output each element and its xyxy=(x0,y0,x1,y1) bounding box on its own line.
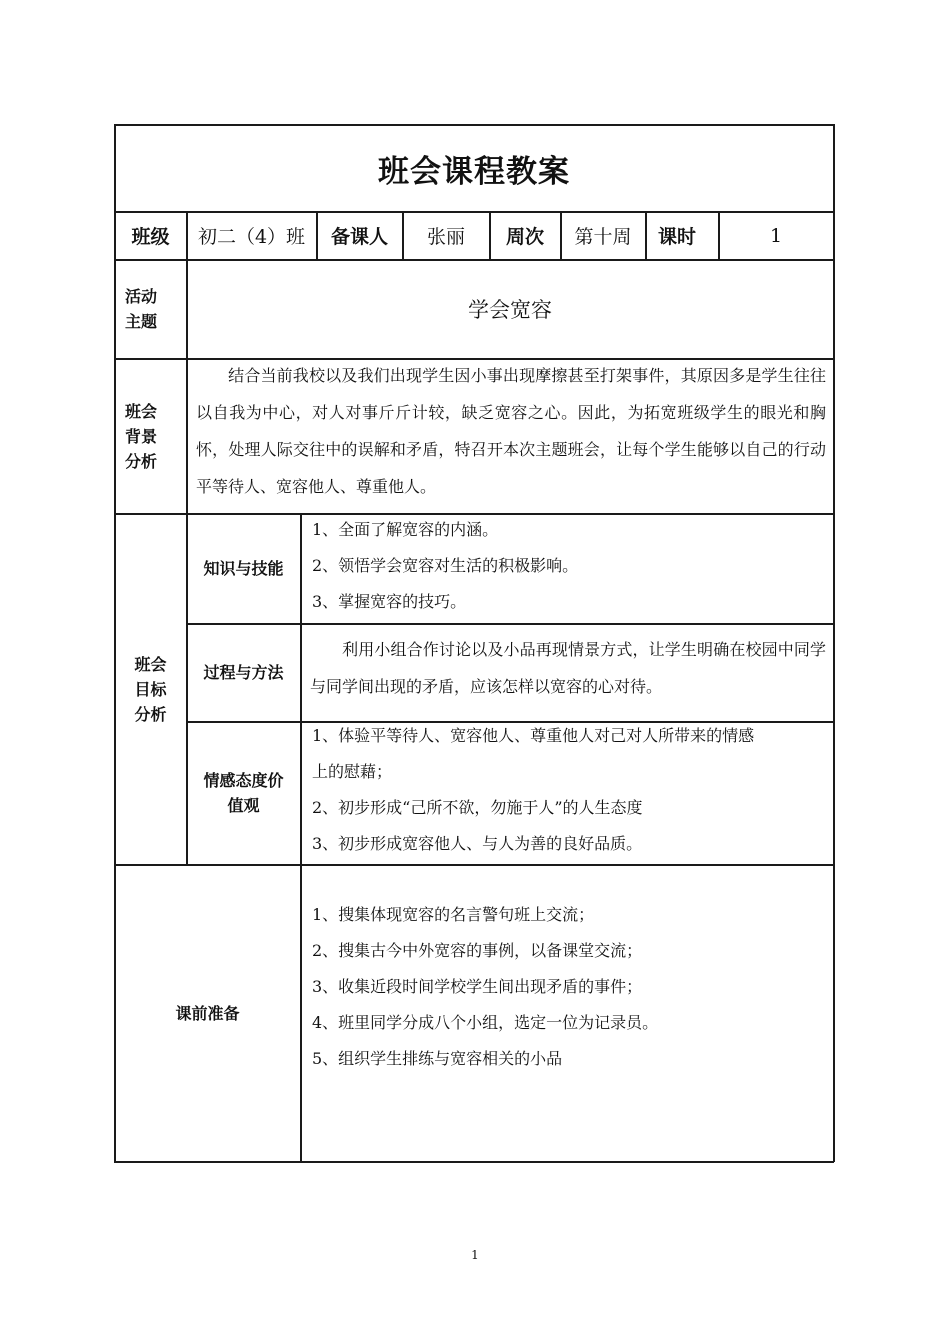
theme-label-line: 活动 xyxy=(124,287,157,306)
period-value: 1 xyxy=(769,224,783,247)
emotion-label-line: 情感态度价 xyxy=(203,771,284,790)
preparation-list xyxy=(312,897,658,1077)
list-item: 1、全面了解宽容的内涵。 xyxy=(312,520,499,539)
period-label: 课时 xyxy=(657,226,696,248)
goals-label-line: 班会 xyxy=(134,654,167,674)
page-number: 1 xyxy=(471,1248,479,1262)
list-item: 3、掌握宽容的技巧。 xyxy=(312,592,467,611)
goals-label-line: 分析 xyxy=(134,704,167,724)
background-text-content: 结合当前我校以及我们出现学生因小事出现摩擦甚至打架事件，其原因多是学生往往以自我为中心，对人对事斤斤计较，缺乏宽容之心。因此，为拓宽班级学生的眼光和胸怀，处理人际交往中的误解和矛盾，特召开本次主题班会，让每个学生能够以自己的行动平等待人、宽容他人、尊重他人。 xyxy=(196,366,826,496)
theme-label xyxy=(115,260,167,358)
list-item: 3、初步形成宽容他人、与人为善的良好品质。 xyxy=(312,834,643,853)
teacher-value: 张丽 xyxy=(426,226,465,248)
week-value: 第十周 xyxy=(574,226,632,248)
process-text xyxy=(310,631,826,705)
knowledge-label: 知识与技能 xyxy=(203,559,284,578)
theme-value: 学会宽容 xyxy=(468,298,552,322)
emotion-label xyxy=(187,722,300,864)
list-item: 3、收集近段时间学校学生间出现矛盾的事件； xyxy=(312,977,643,996)
knowledge-list xyxy=(312,512,578,620)
table-rule-vertical xyxy=(300,513,302,1162)
goals-label xyxy=(115,514,186,864)
week-label: 周次 xyxy=(505,226,544,248)
process-label: 过程与方法 xyxy=(203,663,284,682)
table-border-bottom xyxy=(114,1161,834,1163)
table-border-right xyxy=(833,124,835,1162)
teacher-label: 备课人 xyxy=(330,226,388,248)
class-label: 班级 xyxy=(131,226,170,248)
class-value: 初二（4）班 xyxy=(197,226,306,248)
background-label-line: 背景 xyxy=(124,426,157,446)
background-text xyxy=(196,357,826,505)
page-title: 班会课程教案 xyxy=(378,153,570,190)
background-label-line: 班会 xyxy=(124,401,157,421)
list-item: 1、搜集体现宽容的名言警句班上交流； xyxy=(312,905,595,924)
goals-label-line: 目标 xyxy=(134,679,167,699)
emotion-label-line: 值观 xyxy=(227,796,260,815)
list-item: 1、体验平等待人、宽容他人、尊重他人对己对人所带来的情感 xyxy=(312,726,755,745)
list-item: 上的慰藉； xyxy=(312,762,393,781)
preparation-label: 课前准备 xyxy=(175,1003,240,1023)
emotion-list xyxy=(312,718,754,862)
background-label xyxy=(115,359,167,513)
background-label-line: 分析 xyxy=(124,451,157,471)
theme-label-line: 主题 xyxy=(124,312,157,331)
list-item: 2、领悟学会宽容对生活的积极影响。 xyxy=(312,556,579,575)
list-item: 5、组织学生排练与宽容相关的小品 xyxy=(312,1049,563,1068)
list-item: 2、初步形成“己所不欲，勿施于人”的人生态度 xyxy=(312,798,643,817)
list-item: 2、搜集古今中外宽容的事例，以备课堂交流； xyxy=(312,941,643,960)
list-item: 4、班里同学分成八个小组，选定一位为记录员。 xyxy=(312,1013,659,1032)
process-text-content: 利用小组合作讨论以及小品再现情景方式，让学生明确在校园中同学与同学间出现的矛盾，应该怎样以宽容的心对待。 xyxy=(310,640,826,696)
